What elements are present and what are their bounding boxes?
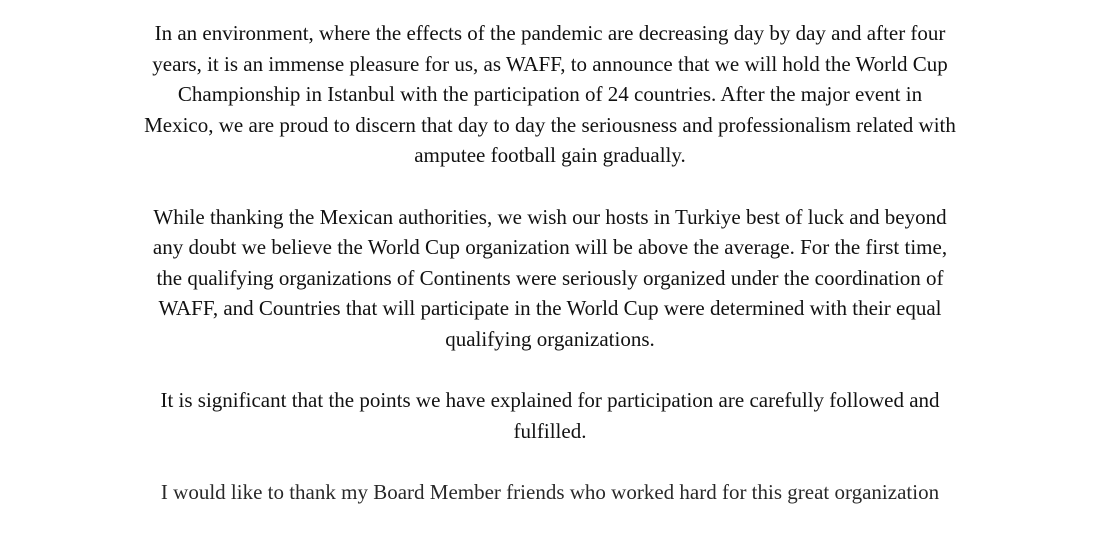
text-line: Championship in Istanbul with the participation of 24 countries. After the major event in bbox=[177, 82, 923, 107]
paragraph-board-thanks bbox=[0, 477, 1100, 508]
article-body bbox=[0, 18, 1100, 538]
text-line: any doubt we believe the World Cup organization will be above the average. For the first time, bbox=[152, 235, 948, 260]
paragraph-participation bbox=[0, 385, 1100, 446]
text-line: In an environment, where the effects of the pandemic are decreasing day by day and after four bbox=[154, 21, 946, 45]
text-line: I would like to thank my Board Member friends who worked hard for this great organization bbox=[160, 479, 940, 504]
text-line: years, it is an immense pleasure for us, as WAFF, to announce that we will hold the World Cup bbox=[152, 51, 948, 76]
text-line: While thanking the Mexican authorities, we wish our hosts in Turkiye best of luck and beyond bbox=[153, 204, 947, 229]
text-line: the qualifying organizations of Continents were seriously organized under the coordination of bbox=[156, 265, 944, 290]
paragraph-announcement bbox=[0, 18, 1100, 171]
paragraph-thanks-authorities bbox=[0, 202, 1100, 355]
text-line: amputee football gain gradually. bbox=[414, 143, 686, 168]
text-line: WAFF, and Countries that will participate in the World Cup were determined with their equal bbox=[158, 296, 942, 321]
text-line: fulfilled. bbox=[513, 418, 587, 443]
text-line: qualifying organizations. bbox=[445, 326, 655, 351]
text-line: It is significant that the points we have explained for participation are carefully followed and bbox=[160, 388, 940, 413]
text-line: Mexico, we are proud to discern that day to day the seriousness and professionalism related with bbox=[144, 112, 956, 137]
